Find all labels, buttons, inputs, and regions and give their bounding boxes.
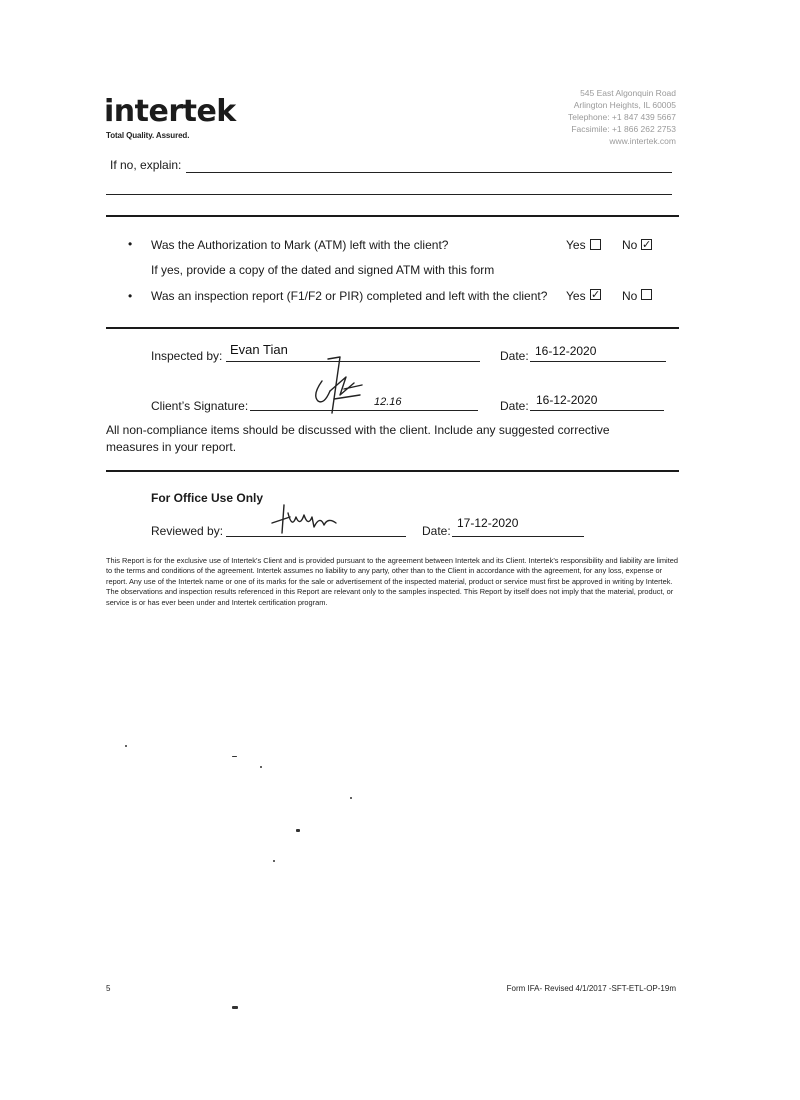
inspected-by-label: Inspected by:	[151, 349, 223, 363]
report-no-checkbox[interactable]	[641, 289, 652, 300]
client-signature-label: Client’s Signature:	[151, 399, 249, 413]
scan-speck	[273, 860, 275, 862]
bullet: •	[128, 237, 133, 251]
inspected-date-value: 16-12-2020	[535, 344, 597, 358]
scan-speck	[296, 829, 300, 832]
address-telephone: Telephone: +1 847 439 5667	[567, 112, 676, 122]
logo-tagline: Total Quality. Assured.	[106, 131, 190, 140]
client-signature	[300, 355, 380, 417]
atm-no-label: No	[622, 238, 638, 252]
scan-speck	[260, 766, 262, 768]
inspected-by-value: Evan Tian	[230, 342, 288, 357]
report-yes-label: Yes	[566, 289, 586, 303]
client-date-value: 16-12-2020	[536, 393, 598, 407]
scan-speck	[232, 1006, 238, 1009]
reviewed-by-label: Reviewed by:	[151, 524, 224, 538]
atm-followup: If yes, provide a copy of the dated and signed ATM with this form	[151, 263, 495, 277]
reviewed-date-label: Date:	[422, 524, 451, 538]
report-yes-checkbox[interactable]: ✓	[591, 288, 601, 301]
disclaimer-text: This Report is for the exclusive use of Intertek’s Client and is provided pursuant to the agreement between Intertek and its Client. Intertek’s responsibility and liability are limited to the terms and conditions of the agreement. Intertek assumes no liability to any party, other than to the Client in accordance with the agreement, for any loss, expense or report. Any use of the Intertek name or one of its marks for the sale or advertisement of the inspected material, product or service must first be approved in writing by Intertek. The observations and inspection results referenced in this Report are relevant only to the samples inspected. This Report by itself does not imply that the material, product, or service is or has ever been under and Intertek certification program.	[106, 556, 678, 607]
client-signature-note: 12.16	[374, 396, 402, 408]
report-question: Was an inspection report (F1/F2 or PIR) completed and left with the client?	[151, 289, 548, 303]
explain-line-2[interactable]	[106, 180, 672, 195]
reviewed-date-value: 17-12-2020	[457, 516, 519, 530]
explain-label: If no, explain:	[110, 158, 182, 172]
reviewer-signature	[266, 503, 342, 537]
atm-yes-checkbox[interactable]	[590, 239, 601, 250]
section-divider	[106, 215, 679, 217]
scan-speck	[125, 745, 127, 747]
section-divider	[106, 470, 679, 472]
company-address	[568, 87, 676, 147]
atm-question: Was the Authorization to Mark (ATM) left with the client?	[151, 238, 449, 252]
non-compliance-note-2: measures in your report.	[106, 440, 237, 454]
form-id: Form IFA- Revised 4/1/2017 -SFT-ETL-OP-19m	[506, 984, 676, 993]
address-city: Arlington Heights, IL 60005	[573, 100, 676, 110]
address-facsimile: Facsimile: +1 866 262 2753	[571, 124, 676, 134]
page-number: 5	[106, 984, 111, 993]
intertek-logo: intertek	[104, 94, 236, 129]
section-divider	[106, 327, 679, 329]
scan-speck	[350, 797, 352, 799]
client-date-label: Date:	[500, 399, 529, 413]
address-website: www.intertek.com	[609, 136, 676, 146]
report-no-label: No	[622, 289, 638, 303]
non-compliance-note: All non-compliance items should be discussed with the client. Include any suggested corrective	[106, 423, 610, 437]
atm-no-checkbox[interactable]: ✓	[642, 238, 652, 251]
atm-yes-label: Yes	[566, 238, 586, 252]
office-use-heading: For Office Use Only	[151, 491, 264, 505]
scan-speck	[232, 756, 237, 757]
inspected-date-label: Date:	[500, 349, 529, 363]
explain-line-1[interactable]	[186, 158, 672, 173]
address-street: 545 East Algonquin Road	[580, 88, 676, 98]
bullet: •	[128, 289, 133, 303]
